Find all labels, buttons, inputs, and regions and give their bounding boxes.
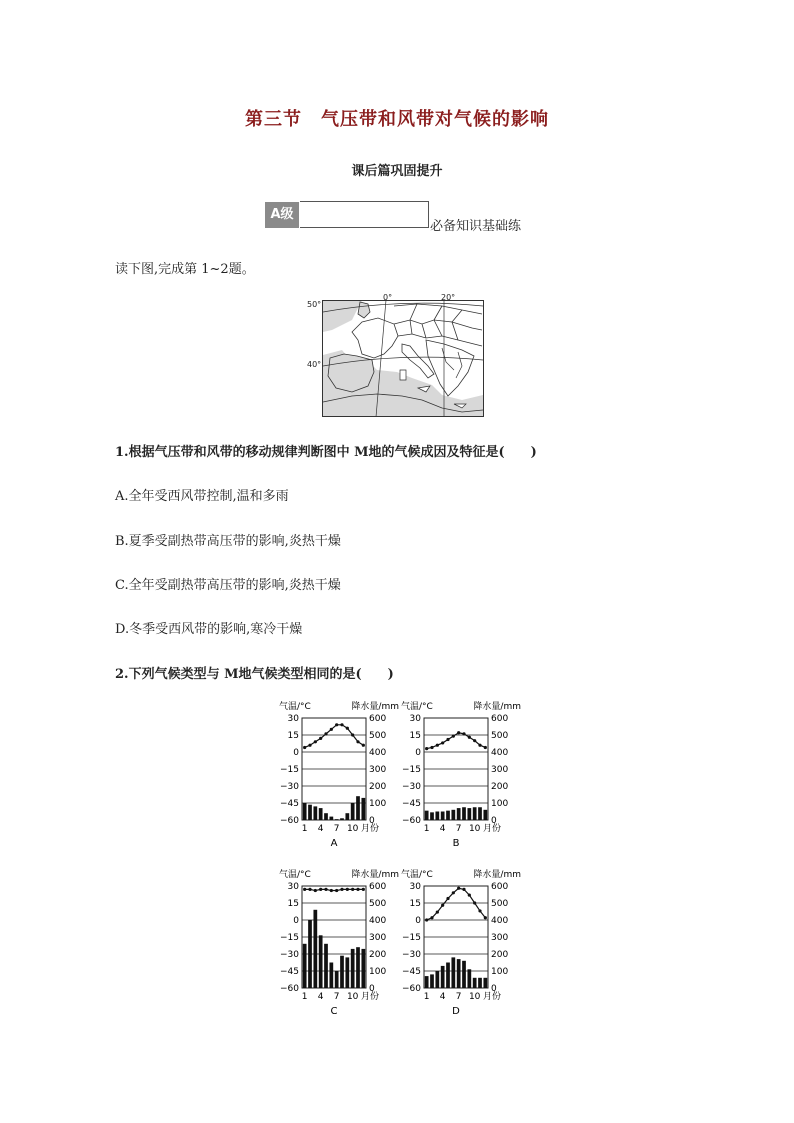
- precipitation-bar: [430, 974, 434, 988]
- temperature-point: [478, 909, 481, 912]
- temperature-point: [441, 741, 444, 744]
- x-tick-label: 1: [301, 824, 308, 834]
- x-axis-label: 月份: [483, 824, 502, 834]
- precipitation-bar: [483, 978, 487, 988]
- precipitation-bar: [303, 944, 307, 988]
- question-2-stem: 2.下列气候类型与 M地气候类型相同的是( ): [115, 667, 394, 682]
- right-tick-label: 600: [369, 714, 387, 724]
- precipitation-bar: [430, 812, 434, 820]
- temperature-point: [303, 888, 306, 891]
- right-tick-label: 600: [491, 882, 509, 892]
- x-tick-label: 4: [317, 824, 324, 834]
- level-label: 必备知识基础练: [430, 219, 522, 234]
- left-tick-label: 30: [287, 714, 299, 724]
- temperature-point: [446, 897, 449, 900]
- temperature-point: [468, 893, 471, 896]
- section-subtitle: 课后篇巩固提升: [351, 164, 443, 179]
- map-lon-20: 20°: [441, 293, 456, 302]
- right-tick-label: 400: [369, 916, 387, 926]
- left-tick-label: 0: [293, 916, 299, 926]
- left-tick-label: −60: [402, 816, 421, 826]
- right-tick-label: 200: [369, 782, 387, 792]
- right-tick-label: 600: [369, 882, 387, 892]
- temperature-point: [314, 740, 317, 743]
- temperature-point: [468, 736, 471, 739]
- temperature-point: [356, 888, 359, 891]
- left-tick-label: −15: [280, 765, 299, 775]
- temperature-point: [478, 744, 481, 747]
- temperature-point: [473, 901, 476, 904]
- precipitation-bar: [303, 803, 307, 820]
- right-tick-label: 100: [491, 967, 509, 977]
- precipitation-bar: [435, 971, 439, 988]
- right-tick-label: 400: [369, 748, 387, 758]
- temperature-point: [362, 888, 365, 891]
- precipitation-bar: [425, 976, 429, 988]
- temperature-point: [346, 888, 349, 891]
- right-axis-label: 降水量/mm: [473, 702, 521, 712]
- x-tick-label: 4: [439, 824, 446, 834]
- right-tick-label: 100: [369, 799, 387, 809]
- chart-caption: D: [452, 1006, 460, 1017]
- precipitation-bar: [319, 808, 323, 820]
- precipitation-bar: [351, 803, 355, 820]
- temperature-line: [305, 889, 364, 890]
- x-tick-label: 4: [317, 992, 324, 1002]
- right-tick-label: 500: [491, 899, 509, 909]
- precipitation-bar: [451, 810, 455, 820]
- left-tick-label: 15: [409, 899, 421, 909]
- x-tick-label: 7: [333, 824, 340, 834]
- precipitation-bar: [462, 807, 466, 820]
- left-tick-label: −60: [402, 984, 421, 994]
- climate-chart-d: [400, 866, 522, 1018]
- precipitation-bar: [457, 808, 461, 820]
- question-1-stem: 1.根据气压带和风带的移动规律判断图中 M地的气候成因及特征是( ): [115, 445, 537, 460]
- page-title: 第三节 气压带和风带对气候的影响: [245, 109, 549, 130]
- left-tick-label: −30: [280, 782, 299, 792]
- right-tick-label: 300: [491, 765, 509, 775]
- precipitation-bar: [356, 947, 360, 988]
- precipitation-bar: [308, 920, 312, 988]
- temperature-point: [351, 888, 354, 891]
- left-tick-label: −45: [402, 967, 421, 977]
- right-tick-label: 600: [491, 714, 509, 724]
- temperature-point: [308, 888, 311, 891]
- right-axis-label: 降水量/mm: [351, 870, 399, 880]
- left-tick-label: 0: [415, 748, 421, 758]
- precipitation-bar: [446, 963, 450, 989]
- map-lat-50: 50°: [307, 300, 322, 309]
- temperature-point: [314, 889, 317, 892]
- left-tick-label: 15: [409, 731, 421, 741]
- europe-map: [322, 300, 484, 417]
- right-tick-label: 100: [369, 967, 387, 977]
- temperature-point: [425, 918, 428, 921]
- right-tick-label: 500: [369, 731, 387, 741]
- precipitation-bar: [361, 798, 365, 820]
- right-tick-label: 300: [369, 765, 387, 775]
- map-lat-40: 40°: [307, 360, 322, 369]
- temperature-point: [484, 916, 487, 919]
- x-tick-label: 10: [346, 824, 359, 834]
- precipitation-bar: [329, 817, 333, 820]
- temperature-point: [452, 891, 455, 894]
- left-tick-label: 30: [287, 882, 299, 892]
- temperature-point: [362, 744, 365, 747]
- x-tick-label: 7: [333, 992, 340, 1002]
- temperature-point: [441, 904, 444, 907]
- precipitation-bar: [308, 805, 312, 820]
- temperature-point: [330, 889, 333, 892]
- intro-text: 读下图,完成第 1~2题。: [115, 262, 255, 277]
- precipitation-bar: [451, 957, 455, 988]
- precipitation-bar: [351, 949, 355, 988]
- climate-chart-c: [278, 866, 400, 1018]
- climate-chart-b: [400, 698, 522, 850]
- question-1-option-a: A.全年受西风带控制,温和多雨: [115, 489, 289, 504]
- temperature-point: [452, 735, 455, 738]
- temperature-line: [305, 725, 364, 748]
- right-tick-label: 0: [491, 984, 497, 994]
- temperature-point: [346, 727, 349, 730]
- left-tick-label: 30: [409, 882, 421, 892]
- left-tick-label: −60: [280, 816, 299, 826]
- x-tick-label: 1: [423, 824, 430, 834]
- left-tick-label: −45: [280, 799, 299, 809]
- precipitation-bar: [478, 978, 482, 988]
- temperature-point: [436, 744, 439, 747]
- temperature-point: [457, 731, 460, 734]
- climate-chart-a: [278, 698, 400, 850]
- temperature-point: [436, 910, 439, 913]
- temperature-point: [335, 723, 338, 726]
- chart-caption: A: [330, 838, 338, 849]
- temperature-point: [335, 889, 338, 892]
- precipitation-bar: [446, 811, 450, 820]
- temperature-point: [319, 888, 322, 891]
- temperature-point: [462, 888, 465, 891]
- question-1-option-c: C.全年受副热带高压带的影响,炎热干燥: [115, 578, 341, 593]
- precipitation-bar: [478, 807, 482, 820]
- left-tick-label: −45: [402, 799, 421, 809]
- right-tick-label: 400: [491, 748, 509, 758]
- precipitation-bar: [483, 810, 487, 820]
- precipitation-bar: [324, 813, 328, 820]
- right-axis-label: 降水量/mm: [351, 702, 399, 712]
- left-tick-label: 30: [409, 714, 421, 724]
- precipitation-bar: [313, 806, 317, 820]
- map-lon-0: 0°: [383, 293, 393, 302]
- precipitation-bar: [340, 956, 344, 988]
- right-tick-label: 200: [491, 950, 509, 960]
- x-tick-label: 1: [423, 992, 430, 1002]
- x-axis-label: 月份: [361, 992, 380, 1002]
- precipitation-bar: [361, 949, 365, 988]
- left-tick-label: −15: [402, 765, 421, 775]
- temperature-point: [462, 732, 465, 735]
- temperature-point: [430, 746, 433, 749]
- temperature-point: [351, 733, 354, 736]
- precipitation-bar: [435, 812, 439, 821]
- right-tick-label: 100: [491, 799, 509, 809]
- precipitation-bar: [473, 978, 477, 988]
- right-tick-label: 200: [369, 950, 387, 960]
- temperature-point: [356, 740, 359, 743]
- precipitation-bar: [324, 944, 328, 988]
- temperature-point: [319, 737, 322, 740]
- temperature-point: [425, 747, 428, 750]
- left-axis-label: 气温/°C: [279, 870, 311, 880]
- precipitation-bar: [467, 808, 471, 820]
- left-tick-label: 15: [287, 899, 299, 909]
- precipitation-bar: [462, 961, 466, 988]
- temperature-point: [446, 738, 449, 741]
- precipitation-bar: [457, 959, 461, 988]
- left-axis-label: 气温/°C: [401, 870, 433, 880]
- left-tick-label: 0: [415, 916, 421, 926]
- precipitation-bar: [335, 819, 339, 820]
- temperature-point: [324, 732, 327, 735]
- right-tick-label: 200: [491, 782, 509, 792]
- precipitation-bar: [329, 963, 333, 989]
- precipitation-bar: [319, 935, 323, 988]
- precipitation-bar: [345, 813, 349, 820]
- left-tick-label: 15: [287, 731, 299, 741]
- temperature-point: [303, 746, 306, 749]
- level-badge: A级: [265, 202, 299, 228]
- left-tick-label: 0: [293, 748, 299, 758]
- question-1-option-b: B.夏季受副热带高压带的影响,炎热干燥: [115, 534, 341, 549]
- precipitation-bar: [340, 818, 344, 820]
- x-tick-label: 7: [455, 992, 462, 1002]
- level-frame: [300, 201, 429, 228]
- chart-caption: C: [330, 1006, 338, 1017]
- x-axis-label: 月份: [361, 824, 380, 834]
- temperature-point: [324, 888, 327, 891]
- precipitation-bar: [441, 812, 445, 821]
- temperature-point: [340, 888, 343, 891]
- temperature-point: [457, 887, 460, 890]
- left-axis-label: 气温/°C: [401, 702, 433, 712]
- left-tick-label: −15: [280, 933, 299, 943]
- precipitation-bar: [441, 966, 445, 988]
- right-tick-label: 0: [491, 816, 497, 826]
- x-tick-label: 7: [455, 824, 462, 834]
- temperature-point: [430, 916, 433, 919]
- temperature-point: [473, 739, 476, 742]
- left-tick-label: −30: [402, 782, 421, 792]
- temperature-point: [330, 728, 333, 731]
- right-tick-label: 500: [491, 731, 509, 741]
- left-tick-label: −60: [280, 984, 299, 994]
- x-tick-label: 10: [468, 824, 481, 834]
- left-tick-label: −30: [402, 950, 421, 960]
- precipitation-bar: [425, 811, 429, 820]
- right-tick-label: 0: [369, 816, 375, 826]
- question-1-option-d: D.冬季受西风带的影响,寒冷干燥: [115, 622, 303, 637]
- temperature-point: [340, 723, 343, 726]
- temperature-line: [427, 888, 486, 920]
- precipitation-bar: [467, 969, 471, 988]
- right-tick-label: 0: [369, 984, 375, 994]
- x-tick-label: 10: [468, 992, 481, 1002]
- chart-caption: B: [452, 838, 460, 849]
- temperature-point: [484, 746, 487, 749]
- precipitation-bar: [313, 910, 317, 988]
- right-tick-label: 400: [491, 916, 509, 926]
- precipitation-bar: [356, 796, 360, 820]
- x-axis-label: 月份: [483, 992, 502, 1002]
- right-tick-label: 500: [369, 899, 387, 909]
- left-axis-label: 气温/°C: [279, 702, 311, 712]
- precipitation-bar: [335, 971, 339, 988]
- x-tick-label: 1: [301, 992, 308, 1002]
- x-tick-label: 10: [346, 992, 359, 1002]
- left-tick-label: −15: [402, 933, 421, 943]
- right-tick-label: 300: [491, 933, 509, 943]
- right-axis-label: 降水量/mm: [473, 870, 521, 880]
- temperature-point: [308, 744, 311, 747]
- left-tick-label: −45: [280, 967, 299, 977]
- x-tick-label: 4: [439, 992, 446, 1002]
- precipitation-bar: [473, 807, 477, 820]
- precipitation-bar: [345, 957, 349, 988]
- left-tick-label: −30: [280, 950, 299, 960]
- right-tick-label: 300: [369, 933, 387, 943]
